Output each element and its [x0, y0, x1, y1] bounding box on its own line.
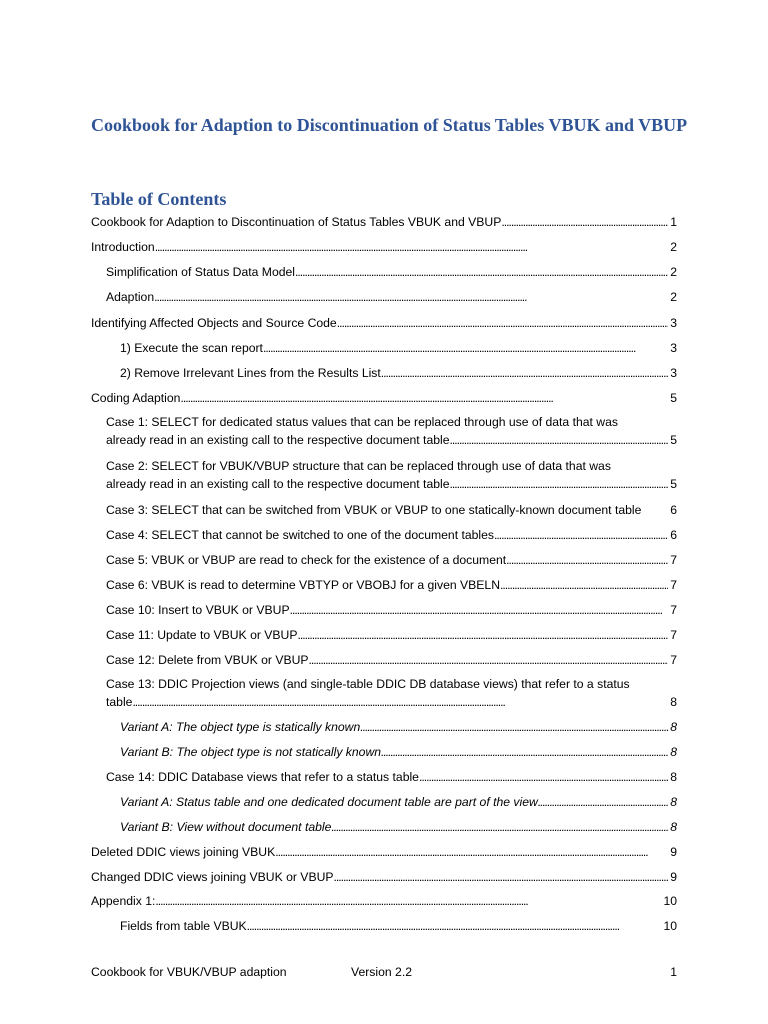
toc-entry-title: Variant A: The object type is statically known	[120, 720, 361, 734]
toc-entry[interactable]	[120, 718, 677, 736]
toc-entry[interactable]	[106, 263, 677, 281]
toc-dot-leader	[381, 364, 668, 382]
toc-page-number: 2	[670, 240, 677, 254]
toc-dot-leader	[337, 314, 669, 332]
toc-dot-leader	[494, 526, 668, 544]
toc-entry-title: Case 1: SELECT for dedicated status values that can be replaced through use of data that was	[106, 415, 618, 429]
toc-page-number: 10	[663, 919, 677, 933]
toc-dot-leader	[180, 389, 668, 407]
toc-entry[interactable]	[106, 413, 677, 449]
toc-dot-leader	[290, 601, 669, 619]
toc-page-number: 5	[670, 391, 677, 405]
toc-entry-title-continued: already read in an existing call to the respective document table	[106, 433, 450, 447]
toc-page-number: 8	[670, 695, 677, 709]
toc-dot-leader	[263, 339, 668, 357]
toc-entry[interactable]	[91, 238, 677, 256]
toc-entry[interactable]	[106, 601, 677, 619]
toc-entry[interactable]	[106, 651, 677, 669]
toc-entry-title: Case 3: SELECT that can be switched from VBUK or VBUP to one statically-known document table	[106, 503, 642, 517]
toc-entry-title-continued: table	[106, 695, 133, 709]
toc-page-number: 7	[670, 653, 677, 667]
toc-heading: Table of Contents	[91, 189, 227, 209]
toc-entry[interactable]	[106, 551, 677, 569]
toc-entry[interactable]	[106, 457, 677, 493]
toc-entry[interactable]	[120, 364, 677, 382]
toc-entry-title: Appendix 1:	[91, 894, 156, 908]
toc-entry[interactable]	[91, 892, 677, 910]
toc-page-number: 2	[670, 265, 677, 279]
toc-page-number: 9	[670, 870, 677, 884]
toc-page-number: 9	[670, 845, 677, 859]
toc-dot-leader	[275, 843, 668, 861]
toc-dot-leader	[360, 718, 668, 736]
toc-dot-leader	[297, 626, 668, 644]
toc-entry-title: Case 13: DDIC Projection views (and single-table DDIC DB database views) that refer to a status	[106, 677, 630, 691]
toc-entry[interactable]	[120, 917, 677, 935]
toc-entry-title: Variant A: Status table and one dedicated document table are part of the view	[120, 795, 538, 809]
toc-page-number: 8	[670, 720, 677, 734]
toc-entry-title: Case 4: SELECT that cannot be switched to one of the document tables	[106, 528, 494, 542]
toc-dot-leader	[449, 431, 668, 449]
toc-dot-leader	[449, 475, 668, 493]
toc-page-number: 1	[670, 215, 677, 229]
toc-entry[interactable]	[106, 501, 677, 519]
toc-dot-leader	[381, 743, 668, 761]
toc-entry[interactable]	[120, 339, 677, 357]
toc-entry-title: Deleted DDIC views joining VBUK	[91, 845, 276, 859]
toc-dot-leader	[538, 793, 668, 811]
toc-dot-leader	[154, 288, 668, 306]
footer-version: Version 2.2	[351, 965, 412, 979]
toc-entry-title: Cookbook for Adaption to Discontinuation of Status Tables VBUK and VBUP	[91, 215, 502, 229]
toc-entry[interactable]	[91, 868, 677, 886]
toc-dot-leader	[334, 868, 669, 886]
toc-entry[interactable]	[91, 213, 677, 231]
toc-page-number: 8	[670, 795, 677, 809]
toc-dot-leader	[506, 551, 668, 569]
toc-page-number: 2	[670, 290, 677, 304]
toc-dot-leader	[247, 917, 662, 935]
toc-entry-title: Case 11: Update to VBUK or VBUP	[106, 628, 298, 642]
toc-dot-leader	[419, 768, 668, 786]
toc-dot-leader	[309, 651, 669, 669]
toc-entry-title: Variant B: View without document table	[120, 820, 332, 834]
toc-entry-title: Identifying Affected Objects and Source Code	[91, 316, 337, 330]
toc-page-number: 3	[670, 341, 677, 355]
toc-entry-title: Case 2: SELECT for VBUK/VBUP structure that can be replaced through use of data that was	[106, 459, 611, 473]
toc-page-number: 6	[670, 503, 677, 517]
toc-entry[interactable]	[120, 818, 677, 836]
toc-page-number: 8	[670, 745, 677, 759]
toc-entry-title: Variant B: The object type is not statically known	[120, 745, 382, 759]
toc-entry[interactable]	[91, 843, 677, 861]
toc-page-number: 7	[670, 628, 677, 642]
toc-entry-title: Introduction	[91, 240, 155, 254]
toc-page-number: 3	[670, 316, 677, 330]
page-footer	[91, 963, 677, 981]
toc-entry-title: Case 5: VBUK or VBUP are read to check for the existence of a document	[106, 553, 507, 567]
toc-entry[interactable]	[106, 576, 677, 594]
toc-page-number: 7	[670, 578, 677, 592]
toc-dot-leader	[132, 693, 668, 711]
toc-entry-title: Coding Adaption	[91, 391, 181, 405]
toc-entry-title: Case 14: DDIC Database views that refer to a status table	[106, 770, 419, 784]
toc-dot-leader	[331, 818, 668, 836]
toc-entry-title: Simplification of Status Data Model	[106, 265, 295, 279]
toc-entry[interactable]	[91, 314, 677, 332]
toc-entry[interactable]	[120, 743, 677, 761]
toc-entry-title: Fields from table VBUK	[120, 919, 247, 933]
toc-page-number: 7	[670, 603, 677, 617]
toc-page-number: 8	[670, 770, 677, 784]
document-title: Cookbook for Adaption to Discontinuation of Status Tables VBUK and VBUP	[91, 115, 688, 135]
toc-dot-leader	[295, 263, 668, 281]
toc-page-number: 8	[670, 820, 677, 834]
toc-entry[interactable]	[106, 675, 677, 711]
toc-page-number: 3	[670, 366, 677, 380]
toc-entry-title: 2) Remove Irrelevant Lines from the Results List	[120, 366, 381, 380]
toc-dot-leader	[501, 213, 668, 231]
toc-entry-title-continued: already read in an existing call to the respective document table	[106, 477, 450, 491]
toc-dot-leader	[155, 892, 661, 910]
toc-entry-title: Adaption	[106, 290, 155, 304]
toc-entry[interactable]	[106, 626, 677, 644]
footer-document-name: Cookbook for VBUK/VBUP adaption	[91, 965, 287, 979]
toc-entry[interactable]	[106, 288, 677, 306]
toc-entry-title: Case 12: Delete from VBUK or VBUP	[106, 653, 309, 667]
toc-page-number: 5	[670, 477, 677, 491]
toc-entry[interactable]	[120, 793, 677, 811]
toc-entry-title: Case 6: VBUK is read to determine VBTYP or VBOBJ for a given VBELN	[106, 578, 501, 592]
toc-entry-title: 1) Execute the scan report	[120, 341, 263, 355]
toc-page-number: 6	[670, 528, 677, 542]
toc-entry[interactable]	[91, 389, 677, 407]
toc-page-number: 7	[670, 553, 677, 567]
toc-dot-leader	[500, 576, 668, 594]
toc-dot-leader	[155, 238, 669, 256]
toc-page-number: 10	[663, 894, 677, 908]
toc-page-number: 5	[670, 433, 677, 447]
toc-entry-title: Case 10: Insert to VBUK or VBUP	[106, 603, 290, 617]
toc-entry[interactable]	[106, 768, 677, 786]
toc-entry-title: Changed DDIC views joining VBUK or VBUP	[91, 870, 334, 884]
toc-entry[interactable]	[106, 526, 677, 544]
footer-page-number: 1	[670, 965, 677, 979]
